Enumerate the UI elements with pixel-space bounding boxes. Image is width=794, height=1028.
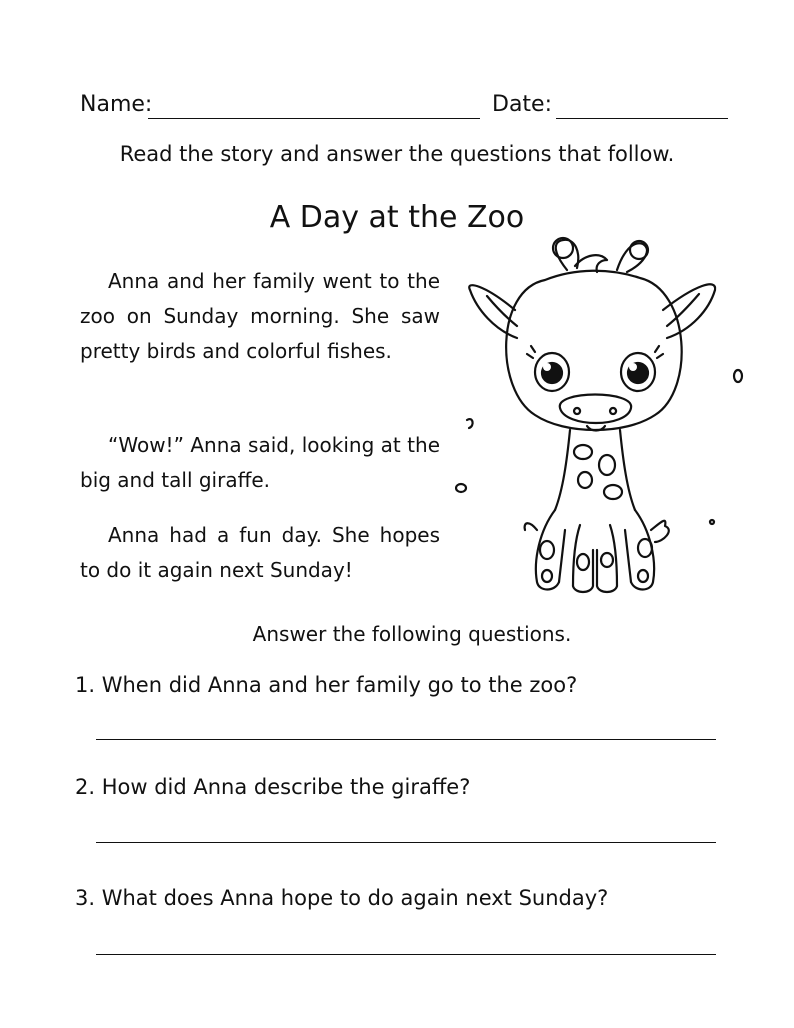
answer-line-2[interactable]: [96, 842, 716, 843]
question-1: 1. When did Anna and her family go to the zoo?: [75, 673, 578, 697]
questions-heading: Answer the following questions.: [252, 622, 572, 646]
story-paragraph-3: [80, 518, 440, 588]
date-field[interactable]: [556, 118, 728, 119]
story-paragraph-3-text: Anna had a fun day. She hopes to do it again next Sunday!: [80, 523, 440, 582]
giraffe-illustration: [455, 230, 755, 600]
date-label: Date:: [492, 92, 552, 117]
story-paragraph-2: [80, 428, 440, 498]
story-paragraph-1: [80, 264, 440, 369]
story-paragraph-1-text: Anna and her family went to the zoo on Sunday morning. She saw pretty birds and colorful fishes.: [80, 269, 440, 363]
name-label: Name:: [80, 92, 153, 117]
question-3: 3. What does Anna hope to do again next Sunday?: [75, 886, 609, 910]
answer-line-3[interactable]: [96, 954, 716, 955]
question-2: 2. How did Anna describe the giraffe?: [75, 775, 471, 799]
instruction-text: Read the story and answer the questions that follow.: [119, 142, 675, 166]
story-paragraph-2-text: “Wow!” Anna said, looking at the big and tall giraffe.: [80, 433, 440, 492]
answer-line-1[interactable]: [96, 739, 716, 740]
name-field[interactable]: [148, 118, 480, 119]
story-title: A Day at the Zoo: [269, 200, 525, 235]
